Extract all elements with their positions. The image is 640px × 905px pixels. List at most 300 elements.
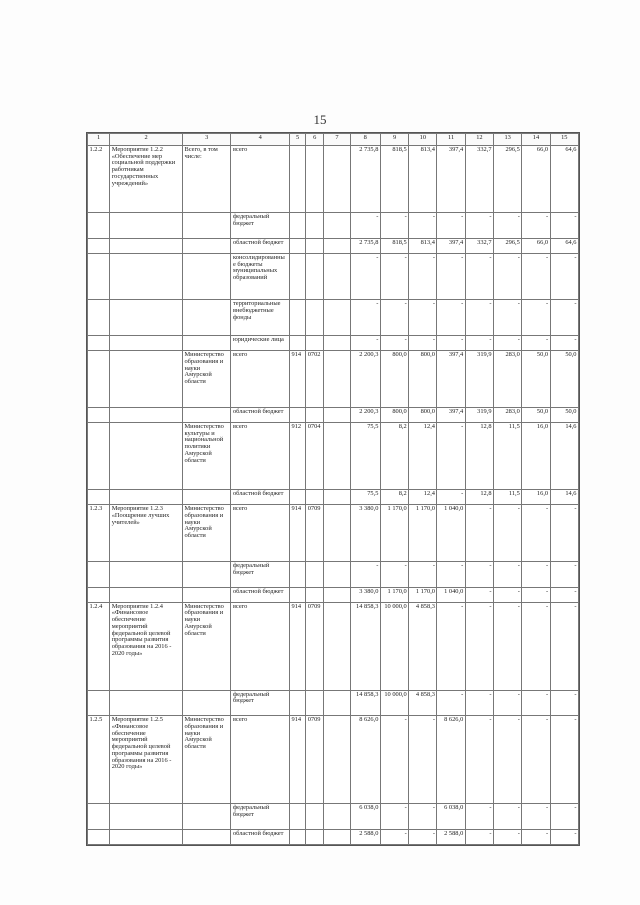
page-number: 15 <box>313 112 327 127</box>
table-cell: - <box>550 587 578 602</box>
table-cell: областной бюджет <box>231 587 290 602</box>
table-cell: 818,5 <box>380 146 408 213</box>
table-cell <box>290 690 306 716</box>
table-cell: 397,4 <box>437 351 465 408</box>
table-cell: - <box>522 562 550 588</box>
table-row <box>88 562 579 588</box>
table-cell: - <box>465 804 493 830</box>
table-cell <box>306 253 324 299</box>
table-cell: 914 <box>290 505 306 562</box>
table-cell: 1 040,0 <box>437 505 465 562</box>
table-cell: - <box>380 716 408 804</box>
table-cell: - <box>409 300 437 336</box>
table-cell: - <box>550 716 578 804</box>
table-cell: - <box>465 562 493 588</box>
table-cell: - <box>465 213 493 239</box>
table-cell <box>182 829 230 844</box>
table-cell <box>306 238 324 253</box>
table-cell: 75,5 <box>350 490 380 505</box>
table-cell <box>306 804 324 830</box>
table-cell <box>324 829 350 844</box>
table-cell: - <box>409 336 437 351</box>
table-cell: 397,4 <box>437 407 465 422</box>
table-cell: - <box>494 829 522 844</box>
table-cell: всего <box>231 716 290 804</box>
table-cell: областной бюджет <box>231 407 290 422</box>
table-cell: - <box>522 253 550 299</box>
table-cell: - <box>465 602 493 690</box>
table-cell <box>324 716 350 804</box>
table-cell: 283,0 <box>494 407 522 422</box>
table-cell: - <box>437 423 465 490</box>
table-cell <box>110 490 183 505</box>
table-cell: 8,2 <box>380 490 408 505</box>
table-cell: 0702 <box>306 351 324 408</box>
table-cell: - <box>494 562 522 588</box>
table-cell: - <box>409 562 437 588</box>
table-cell: - <box>409 253 437 299</box>
table-cell: Мероприятие 1.2.3 «Поощрение лучших учителей» <box>110 505 183 562</box>
table-cell: Министерство образования и науки Амурской области <box>182 505 230 562</box>
table-cell: 12,8 <box>465 423 493 490</box>
table-cell: федеральный бюджет <box>231 562 290 588</box>
table-cell: 2 735,8 <box>350 238 380 253</box>
table-cell: - <box>465 300 493 336</box>
table-cell: 813,4 <box>409 238 437 253</box>
table-cell <box>324 351 350 408</box>
table-cell <box>88 213 110 239</box>
table-cell <box>110 407 183 422</box>
table-cell: 296,5 <box>494 146 522 213</box>
table-cell: - <box>550 690 578 716</box>
column-header-2: 2 <box>110 134 183 146</box>
table-cell: - <box>350 562 380 588</box>
table-cell <box>290 562 306 588</box>
table-cell: - <box>380 300 408 336</box>
table-cell <box>110 804 183 830</box>
column-header-6: 6 <box>306 134 324 146</box>
table-cell: 64,6 <box>550 146 578 213</box>
table-cell <box>306 213 324 239</box>
table-cell: 912 <box>290 423 306 490</box>
table-cell <box>182 490 230 505</box>
table-cell: - <box>494 253 522 299</box>
table-cell: 3 380,0 <box>350 505 380 562</box>
column-header-10: 10 <box>409 134 437 146</box>
table-cell: - <box>350 253 380 299</box>
table-cell <box>88 238 110 253</box>
table-cell: - <box>437 213 465 239</box>
table-cell <box>324 562 350 588</box>
table-cell <box>306 490 324 505</box>
table-cell: - <box>550 829 578 844</box>
table-cell <box>324 336 350 351</box>
table-row <box>88 505 579 562</box>
table-cell: - <box>522 716 550 804</box>
table-cell <box>306 587 324 602</box>
table-cell: - <box>522 602 550 690</box>
table-cell <box>290 213 306 239</box>
table-cell: 319,9 <box>465 407 493 422</box>
table-cell: - <box>494 213 522 239</box>
table-cell: - <box>522 300 550 336</box>
table-cell: - <box>380 562 408 588</box>
table-cell: 50,0 <box>550 407 578 422</box>
table-cell <box>290 829 306 844</box>
table-cell: 296,5 <box>494 238 522 253</box>
column-header-12: 12 <box>465 134 493 146</box>
table-cell: - <box>522 804 550 830</box>
table-cell: - <box>494 587 522 602</box>
table-cell: 12,4 <box>409 423 437 490</box>
table-cell <box>324 238 350 253</box>
column-header-5: 5 <box>290 134 306 146</box>
table-cell: юридические лица <box>231 336 290 351</box>
table-cell: 16,0 <box>522 423 550 490</box>
table-cell: - <box>437 300 465 336</box>
table-cell: 283,0 <box>494 351 522 408</box>
table-cell <box>88 690 110 716</box>
table-cell: - <box>550 213 578 239</box>
table-cell: - <box>494 602 522 690</box>
table-cell <box>306 146 324 213</box>
table-cell: 8,2 <box>380 423 408 490</box>
table-cell <box>324 804 350 830</box>
table-cell: 12,4 <box>409 490 437 505</box>
table-cell: - <box>550 562 578 588</box>
table-cell: областной бюджет <box>231 490 290 505</box>
table-cell: 1 040,0 <box>437 587 465 602</box>
table-cell: 319,9 <box>465 351 493 408</box>
column-header-3: 3 <box>182 134 230 146</box>
table-cell: - <box>465 716 493 804</box>
table-cell <box>110 423 183 490</box>
table-cell <box>88 253 110 299</box>
table-row <box>88 407 579 422</box>
table-cell: - <box>380 336 408 351</box>
table-cell: - <box>494 804 522 830</box>
table-cell: Мероприятие 1.2.5 «Финансовое обеспечение мероприятий федеральной целевой программы развития образования на 2016 - 2020 годы» <box>110 716 183 804</box>
table-row <box>88 716 579 804</box>
table-cell: 1 170,0 <box>409 505 437 562</box>
table-cell: - <box>380 829 408 844</box>
table-cell <box>110 690 183 716</box>
table-cell: 800,0 <box>380 407 408 422</box>
table-cell <box>290 407 306 422</box>
table-cell: - <box>380 213 408 239</box>
table-row <box>88 423 579 490</box>
table-cell: Министерство образования и науки Амурской области <box>182 351 230 408</box>
table-cell: - <box>522 587 550 602</box>
table-cell <box>110 336 183 351</box>
table-cell: - <box>437 690 465 716</box>
table-cell: всего <box>231 602 290 690</box>
table-cell: 6 038,0 <box>350 804 380 830</box>
table-cell: 2 588,0 <box>350 829 380 844</box>
table-cell <box>182 587 230 602</box>
table-cell: - <box>550 505 578 562</box>
table-cell: 332,7 <box>465 238 493 253</box>
table-cell: - <box>465 505 493 562</box>
table-cell: 800,0 <box>409 407 437 422</box>
table-cell: 50,0 <box>550 351 578 408</box>
table-cell: - <box>437 490 465 505</box>
table-cell: - <box>350 336 380 351</box>
table-cell <box>182 407 230 422</box>
table-cell: - <box>550 804 578 830</box>
table-cell: 50,0 <box>522 407 550 422</box>
table-cell: 50,0 <box>522 351 550 408</box>
table-cell: 16,0 <box>522 490 550 505</box>
table-cell: 0709 <box>306 602 324 690</box>
table-cell <box>290 238 306 253</box>
table-cell: 64,6 <box>550 238 578 253</box>
table-cell: - <box>494 505 522 562</box>
table-cell: 800,0 <box>380 351 408 408</box>
table-cell: - <box>522 829 550 844</box>
table-cell: 813,4 <box>409 146 437 213</box>
table-cell: 6 038,0 <box>437 804 465 830</box>
table-cell: территориальные внебюджетные фонды <box>231 300 290 336</box>
table-row <box>88 146 579 213</box>
table-cell: - <box>494 300 522 336</box>
table-cell <box>290 490 306 505</box>
table-cell: - <box>350 300 380 336</box>
table-row <box>88 804 579 830</box>
table-row <box>88 490 579 505</box>
table-row <box>88 690 579 716</box>
table-cell: федеральный бюджет <box>231 690 290 716</box>
table-cell: всего <box>231 351 290 408</box>
table-cell <box>88 336 110 351</box>
table-cell <box>324 213 350 239</box>
table-cell <box>290 336 306 351</box>
table-cell <box>306 407 324 422</box>
table-cell: Мероприятие 1.2.2 «Обеспечение мер социальной поддержки работникам государственных учреждений» <box>110 146 183 213</box>
table-cell <box>290 587 306 602</box>
table-cell: 2 200,3 <box>350 351 380 408</box>
column-header-9: 9 <box>380 134 408 146</box>
column-header-1: 1 <box>88 134 110 146</box>
table-cell <box>110 213 183 239</box>
table-cell <box>306 300 324 336</box>
table-cell: 1.2.5 <box>88 716 110 804</box>
table-cell: областной бюджет <box>231 238 290 253</box>
table-cell <box>290 300 306 336</box>
table-cell: 818,5 <box>380 238 408 253</box>
table-cell: всего <box>231 146 290 213</box>
table-cell: 1 170,0 <box>409 587 437 602</box>
table-cell <box>110 238 183 253</box>
table-cell: всего <box>231 505 290 562</box>
table-cell: - <box>494 716 522 804</box>
table-cell: - <box>409 716 437 804</box>
table-cell: 66,0 <box>522 146 550 213</box>
table-cell <box>290 804 306 830</box>
table-cell: - <box>550 336 578 351</box>
column-header-8: 8 <box>350 134 380 146</box>
table-cell: - <box>437 602 465 690</box>
table-cell: федеральный бюджет <box>231 804 290 830</box>
table-cell <box>324 505 350 562</box>
table-row <box>88 253 579 299</box>
table-cell: - <box>522 690 550 716</box>
table-cell <box>110 300 183 336</box>
table-cell: Министерство культуры и национальной политики Амурской области <box>182 423 230 490</box>
table-cell <box>182 253 230 299</box>
table-cell <box>290 146 306 213</box>
table-row <box>88 238 579 253</box>
table-cell <box>182 213 230 239</box>
table-cell <box>182 562 230 588</box>
column-header-4: 4 <box>231 134 290 146</box>
table-row <box>88 351 579 408</box>
table-cell: 14 858,3 <box>350 602 380 690</box>
table-row <box>88 213 579 239</box>
table-cell: - <box>350 213 380 239</box>
table-cell: - <box>522 336 550 351</box>
table-cell <box>306 829 324 844</box>
table-cell: 0709 <box>306 716 324 804</box>
table-cell: Всего, в том числе: <box>182 146 230 213</box>
table-body <box>88 146 579 845</box>
table-cell: 14,6 <box>550 490 578 505</box>
table-cell <box>324 300 350 336</box>
table-cell: 914 <box>290 716 306 804</box>
table-cell: всего <box>231 423 290 490</box>
table-cell <box>324 690 350 716</box>
table-cell <box>306 562 324 588</box>
table-cell <box>324 490 350 505</box>
table-cell: 800,0 <box>409 351 437 408</box>
table-cell: 1 170,0 <box>380 505 408 562</box>
table-cell: - <box>465 587 493 602</box>
table-cell: 11,5 <box>494 490 522 505</box>
table-cell <box>88 804 110 830</box>
table-cell: - <box>465 336 493 351</box>
table-cell: 4 858,3 <box>409 602 437 690</box>
table-cell: 2 200,3 <box>350 407 380 422</box>
table-cell <box>182 238 230 253</box>
table-cell: - <box>437 253 465 299</box>
table-cell <box>306 690 324 716</box>
table-cell <box>324 407 350 422</box>
table-cell: - <box>494 690 522 716</box>
table-cell: 1.2.2 <box>88 146 110 213</box>
table-cell <box>110 253 183 299</box>
table-header-row <box>88 134 579 146</box>
table-cell <box>88 423 110 490</box>
table-cell: 8 626,0 <box>437 716 465 804</box>
table-cell <box>324 253 350 299</box>
table-cell: 8 626,0 <box>350 716 380 804</box>
table-cell <box>324 146 350 213</box>
table-cell <box>110 562 183 588</box>
table-cell: 10 000,0 <box>380 690 408 716</box>
table-cell: - <box>494 336 522 351</box>
table-cell <box>110 351 183 408</box>
table-cell: - <box>437 562 465 588</box>
table-cell: - <box>550 602 578 690</box>
table-cell: - <box>550 300 578 336</box>
table-cell: 0704 <box>306 423 324 490</box>
table-cell: - <box>550 253 578 299</box>
table-row <box>88 587 579 602</box>
table-cell: 397,4 <box>437 238 465 253</box>
table-cell: - <box>437 336 465 351</box>
column-header-11: 11 <box>437 134 465 146</box>
table-cell: 914 <box>290 351 306 408</box>
table-cell: Мероприятие 1.2.4 «Финансовое обеспечение мероприятий федеральной целевой программы развития образования на 2016 - 2020 годы» <box>110 602 183 690</box>
table-cell: 75,5 <box>350 423 380 490</box>
table-cell: 66,0 <box>522 238 550 253</box>
table-cell: 1.2.3 <box>88 505 110 562</box>
table-cell <box>88 829 110 844</box>
table-row <box>88 829 579 844</box>
table-row <box>88 300 579 336</box>
table-cell <box>324 602 350 690</box>
table-cell: Министерство образования и науки Амурской области <box>182 716 230 804</box>
table-cell: - <box>380 804 408 830</box>
table-cell: 12,8 <box>465 490 493 505</box>
table-cell: 1 170,0 <box>380 587 408 602</box>
funding-table <box>87 133 579 845</box>
table-row <box>88 602 579 690</box>
table-cell <box>182 336 230 351</box>
table-cell: 0709 <box>306 505 324 562</box>
table-cell: - <box>522 213 550 239</box>
table-cell: консолидированные бюджеты муниципальных образований <box>231 253 290 299</box>
table-cell <box>290 253 306 299</box>
table-cell <box>88 490 110 505</box>
table-cell <box>182 300 230 336</box>
table-cell <box>324 587 350 602</box>
table-cell: 2 588,0 <box>437 829 465 844</box>
column-header-7: 7 <box>324 134 350 146</box>
table-cell: 914 <box>290 602 306 690</box>
table-cell <box>88 587 110 602</box>
table-cell: - <box>465 690 493 716</box>
table-cell: - <box>409 213 437 239</box>
table-cell <box>88 407 110 422</box>
table-cell <box>182 690 230 716</box>
table-cell: - <box>409 804 437 830</box>
table-cell <box>88 562 110 588</box>
funding-table-wrapper <box>86 132 580 846</box>
table-cell: - <box>465 253 493 299</box>
table-cell: 14,6 <box>550 423 578 490</box>
table-cell: - <box>465 829 493 844</box>
column-header-15: 15 <box>550 134 578 146</box>
table-cell <box>110 829 183 844</box>
table-cell: 10 000,0 <box>380 602 408 690</box>
table-cell: 397,4 <box>437 146 465 213</box>
table-cell <box>88 300 110 336</box>
table-cell: 11,5 <box>494 423 522 490</box>
table-cell <box>306 336 324 351</box>
table-cell: 332,7 <box>465 146 493 213</box>
table-cell: 3 380,0 <box>350 587 380 602</box>
table-cell: - <box>380 253 408 299</box>
table-cell: федеральный бюджет <box>231 213 290 239</box>
table-cell: 4 858,3 <box>409 690 437 716</box>
column-header-14: 14 <box>522 134 550 146</box>
table-cell: - <box>522 505 550 562</box>
table-cell: - <box>409 829 437 844</box>
table-cell: 2 735,8 <box>350 146 380 213</box>
table-cell: 14 858,3 <box>350 690 380 716</box>
column-header-13: 13 <box>494 134 522 146</box>
